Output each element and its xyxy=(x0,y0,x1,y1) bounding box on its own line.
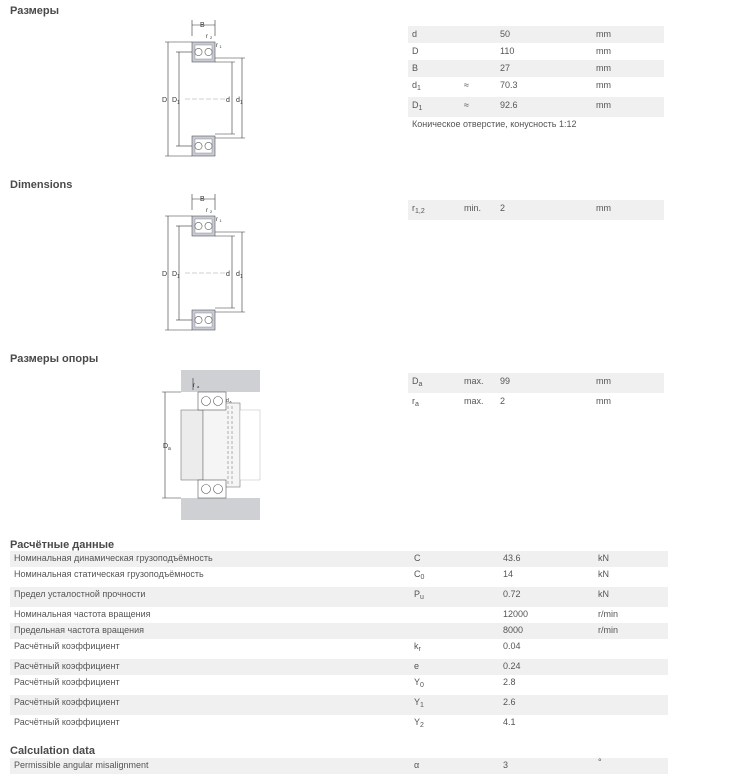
svg-text:D: D xyxy=(162,97,168,104)
taper-note: Коническое отверстие, конусность 1:12 xyxy=(412,119,577,129)
svg-text:d: d xyxy=(236,97,240,104)
table-row: Расчётный коэффициент e 0.24 xyxy=(10,659,668,675)
table-row: Расчётный коэффициент $Y_1$ 2.6 xyxy=(10,695,668,715)
svg-text:D: D xyxy=(172,97,178,104)
table-row: $D_1$ ≈ 92.6 mm xyxy=(408,97,664,117)
svg-text:2: 2 xyxy=(210,35,213,40)
section-title-calc-ru: Расчётные данные xyxy=(10,539,115,551)
table-row: Номинальная статическая грузоподъёмность $C_0$ 14 kN xyxy=(14,569,609,581)
svg-text:1: 1 xyxy=(177,274,180,280)
svg-text:1: 1 xyxy=(240,274,243,280)
abutment-drawing xyxy=(160,370,262,522)
svg-text:a: a xyxy=(197,384,200,389)
svg-text:B: B xyxy=(200,196,205,203)
calc-table xyxy=(10,551,668,735)
svg-text:D: D xyxy=(163,443,169,450)
svg-text:d: d xyxy=(226,271,230,278)
svg-text:1: 1 xyxy=(240,100,243,106)
svg-text:1: 1 xyxy=(219,44,222,49)
table-row: d 50 mm xyxy=(408,26,664,43)
svg-text:a: a xyxy=(168,446,171,452)
bearing-cross-section-drawing xyxy=(155,18,255,160)
svg-text:r: r xyxy=(216,217,218,223)
svg-text:d: d xyxy=(226,398,229,404)
svg-text:r: r xyxy=(216,43,218,49)
dimensions-table xyxy=(408,26,664,117)
abutment-table xyxy=(408,373,664,413)
svg-text:r: r xyxy=(206,34,208,40)
table-row: $d_1$ ≈ 70.3 mm xyxy=(412,80,611,92)
table-row: B 27 mm xyxy=(408,60,664,77)
table-row: Номинальная частота вращения 12000 r/min xyxy=(14,609,618,619)
svg-text:D: D xyxy=(172,271,178,278)
section-title-dimensions-en: Dimensions xyxy=(10,179,73,191)
svg-text:1: 1 xyxy=(177,100,180,106)
table-row: Расчётный коэффициент $Y_2$ 4.1 xyxy=(14,717,516,729)
table-row: $r_{1,2}$ min. 2 mm xyxy=(408,200,664,220)
svg-text:r: r xyxy=(206,208,208,214)
table-row: Предельная частота вращения 8000 r/min xyxy=(10,623,668,639)
svg-text:d: d xyxy=(226,97,230,104)
dimensions-extra-table xyxy=(408,200,664,220)
table-row: $D_a$ max. 99 mm xyxy=(408,373,664,393)
bearing-cross-section-drawing-2 xyxy=(155,192,255,334)
svg-text:2: 2 xyxy=(210,209,213,214)
table-row: Номинальная динамическая грузоподъёмность C 43.6 kN xyxy=(10,551,668,567)
table-row: $r_a$ max. 2 mm xyxy=(412,396,611,408)
svg-text:a: a xyxy=(229,400,232,404)
table-row: Расчётный коэффициент $Y_0$ 2.8 xyxy=(14,677,516,689)
section-title-abutment: Размеры опоры xyxy=(10,353,99,365)
table-row: Permissible angular misalignment α 3 ° xyxy=(10,758,668,774)
svg-text:B: B xyxy=(200,22,205,29)
table-row: D 110 mm xyxy=(412,46,611,56)
svg-text:d: d xyxy=(236,271,240,278)
svg-text:1: 1 xyxy=(219,218,222,223)
calc-table-en xyxy=(10,758,668,774)
section-title-calc-en: Calculation data xyxy=(10,745,95,757)
svg-text:r: r xyxy=(193,383,195,389)
table-row: Предел усталостной прочности $P_u$ 0.72 kN xyxy=(10,587,668,607)
table-row: Расчётный коэффициент $k_r$ 0.04 xyxy=(14,641,521,653)
svg-text:D: D xyxy=(162,271,168,278)
bearing-bottom-half xyxy=(192,136,215,156)
section-title-dimensions-ru: Размеры xyxy=(10,5,60,17)
bearing-top-half xyxy=(192,42,215,62)
